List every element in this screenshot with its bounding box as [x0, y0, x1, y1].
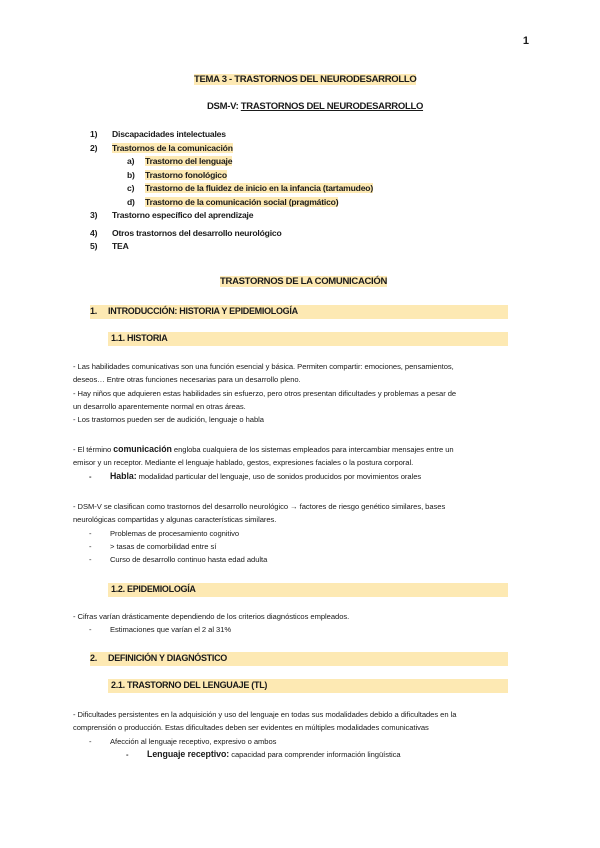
toc-item: 5) TEA [90, 241, 129, 251]
dsm-heading [207, 101, 423, 112]
toc-subitem: c) Trastorno de la fluidez de inicio en la infancia (tartamudeo) [127, 183, 373, 193]
toc-item: 1) Discapacidades intelectuales [90, 129, 226, 139]
section-title: TRASTORNOS DE LA COMUNICACIÓN [220, 276, 388, 287]
dsm-heading-prefix: DSM-V: [207, 101, 241, 112]
section-1-heading: 1. INTRODUCCIÓN: HISTORIA Y EPIDEMIOLOGÍA [90, 306, 298, 316]
toc-item: 2) Trastornos de la comunicación [90, 142, 233, 153]
document-title: TEMA 3 - TRASTORNOS DEL NEURODESARROLLO [194, 74, 417, 85]
toc-item: 4) Otros trastornos del desarrollo neurológico [90, 227, 282, 238]
historia-paragraph: - Las habilidades comunicativas son una función esencial y básica. Permiten compartir: emociones, pensamientos, deseos… Entre otras funciones necesarias para un desarrollo pleno. - Hay niños que adquieren estas habilidades sin esfuerzo, pero otros presentan dificultades y problemas a pesar de un desarrollo aparentemente normal en otras áreas. - Los trastornos pueden ser de audición, lenguaje o habla [73, 362, 457, 425]
toc-subitem: d) Trastorno de la comunicación social (pragmático) [127, 196, 339, 207]
trastorno-lenguaje-paragraph: - Dificultades persistentes en la adquisición y uso del lenguaje en todas sus modalidades debido a dificultades en la comprensión o producción. Estas dificultades deben ser evidentes en múltiples modalidades comunicativas - Afección al lenguaje receptivo, expresivo o ambos - Lenguaje receptivo: capacidad para comprender información lingüística [73, 710, 457, 759]
toc-list [90, 128, 373, 254]
dsm-heading-underlined: TRASTORNOS DEL NEURODESARROLLO [240, 101, 424, 112]
toc-item: 3) Trastorno específico del aprendizaje [90, 210, 254, 220]
section-2-heading: 2. DEFINICIÓN Y DIAGNÓSTICO [90, 653, 227, 663]
comunicacion-paragraph: - El término comunicación engloba cualquiera de los sistemas empleados para intercambiar mensajes entre un emisor y un receptor. Mediante el lenguaje hablado, gestos, expresiones faciales o la postura corporal. - Habla: modalidad particular del lenguaje, uso de sonidos producidos por movimientos orales [73, 444, 454, 481]
section-2-1-heading: 2.1. TRASTORNO DEL LENGUAJE (TL) [111, 680, 268, 690]
section-1-1-heading: 1.1. HISTORIA [111, 333, 168, 343]
section-1-1-heading-bg [108, 332, 508, 346]
section-1-2-heading: 1.2. EPIDEMIOLOGÍA [111, 584, 196, 594]
dsm-paragraph: - DSM-V se clasifican como trastornos del desarrollo neurológico → factores de riesgo genético similares, bases neurológicas compartidas y algunas características similares. - Problemas de procesamiento cognitivo - > tasas de comorbilidad entre sí - Curso de desarrollo continuo hasta edad adulta [73, 502, 446, 565]
toc-subitem: b) Trastorno fonológico [127, 169, 227, 180]
page-number: 1 [522, 35, 529, 47]
epidemiologia-paragraph: - Cifras varían drásticamente dependiendo de los criterios diagnósticos empleados. - Estimaciones que varían el 2 al 31% [73, 612, 350, 635]
toc-subitem: a) Trastorno del lenguaje [127, 156, 233, 166]
